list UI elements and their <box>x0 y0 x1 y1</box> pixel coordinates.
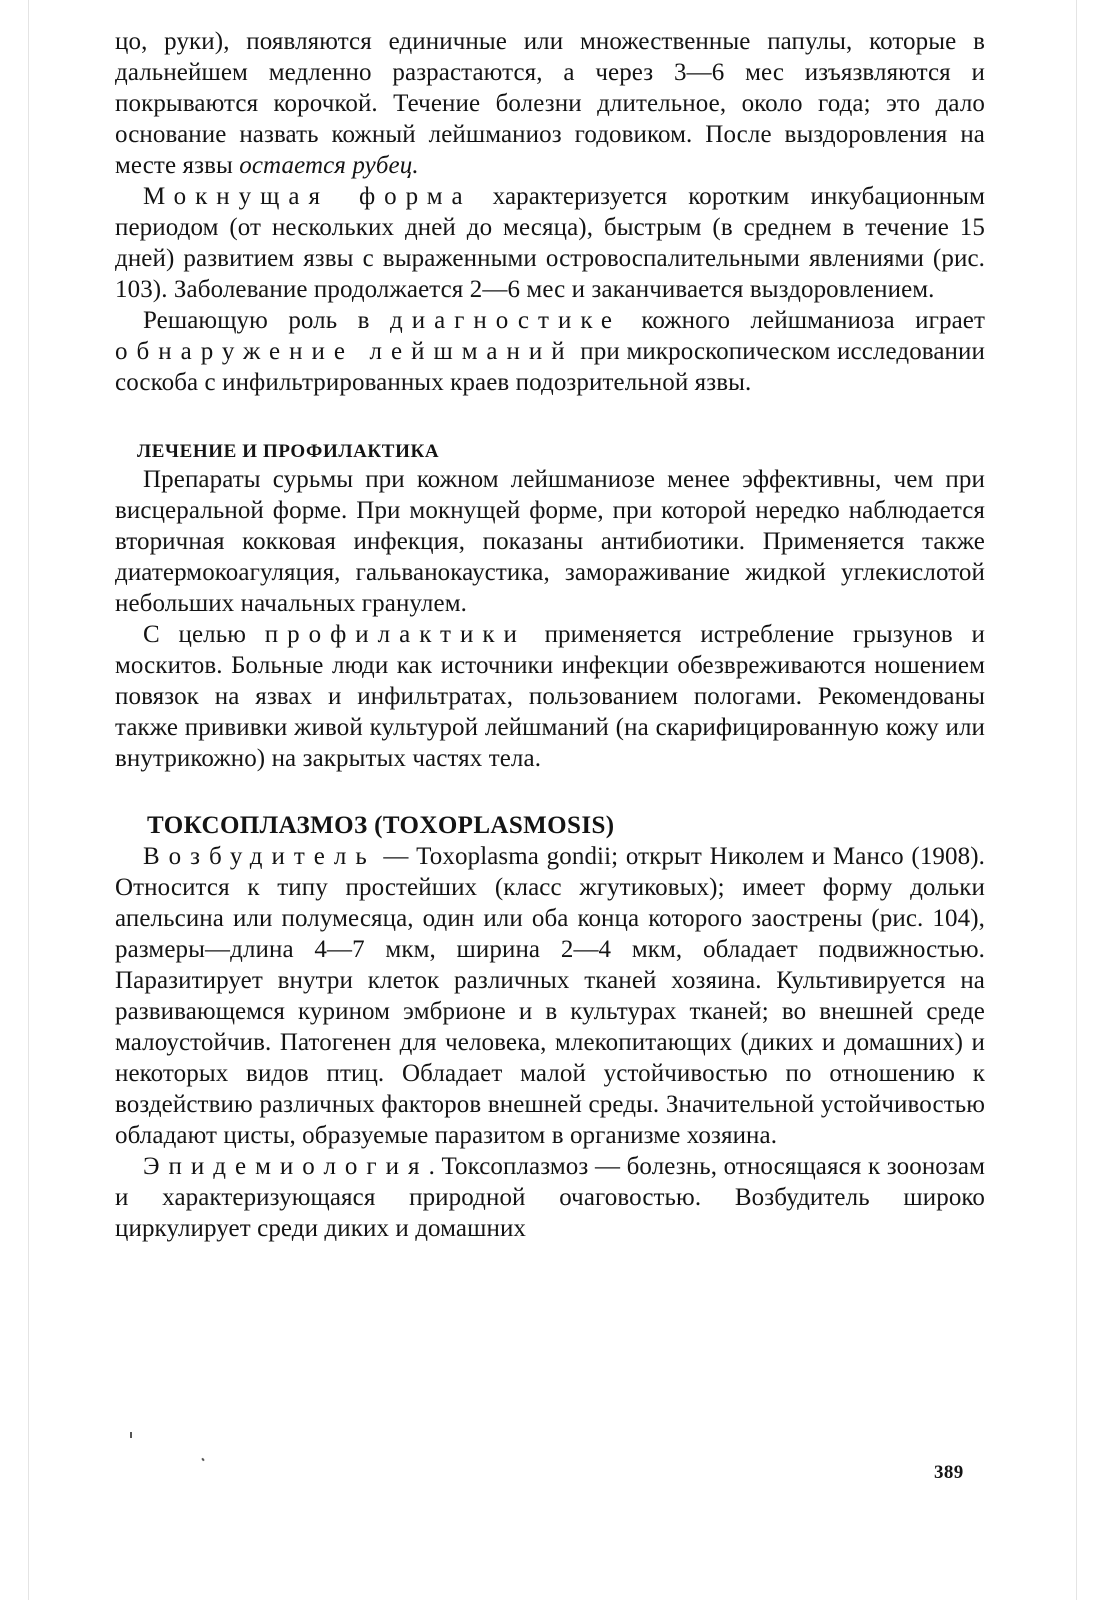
text-run: применяется истребление грызунов и москитов. Больные люди как источники инфекции обезвреживаются ношением повязок на язвах и инфильтратах, пользованием пологами. Рекомендованы также прививки живой культурой лейшманий (на скарифицированную кожу или внутрикожно) на закрытых частях тела. <box>115 621 985 772</box>
spaced-term: обнаружение лейшманий <box>115 338 574 365</box>
text-run: цо, руки), появляются единичные или множественные папулы, которые в дальнейшем медленно разрастаются, а через 3—6 мес изъязвляются и покрываются корочкой. Течение болезни длительное, около года; это дало основание назвать кожный лейшманиоз годовиком. После выздоровления на месте язвы <box>115 28 985 179</box>
leishmaniasis-clinical-text <box>115 26 985 398</box>
page-edge-left <box>28 0 29 1600</box>
text-run: при микроскопическом исследовании соскоба с инфильтрированных краев подозрительной язвы. <box>115 338 985 396</box>
text-run: Решающую роль в <box>143 307 390 334</box>
body-paragraph <box>115 841 985 1151</box>
spaced-term: Эпидемиология <box>143 1153 429 1180</box>
text-run: . Токсоплазмоз — болезнь, относящаяся к зоонозам и характеризующаяся природной очаговостью. Возбудитель широко циркулирует среди диких и домашних <box>115 1153 985 1242</box>
text-run: Препараты сурьмы при кожном лейшманиозе менее эффективны, чем при висцеральной форме. При мокнущей форме, при которой нередко наблюдается вторичная кокковая инфекция, показаны антибиотики. Применяется также диатермокоагуляция, гальванокаустика, замораживание жидкой углекислотой небольших начальных гранулем. <box>115 466 985 617</box>
spaced-term: Мокнущая форма <box>143 183 472 210</box>
italic-text-run: остается рубец. <box>239 152 419 179</box>
section-title: ТОКСОПЛАЗМОЗ (TOXOPLASMOSIS) <box>147 812 615 839</box>
treatment-text <box>115 464 985 774</box>
body-paragraph <box>115 464 985 619</box>
spaced-term: профилактики <box>264 621 526 648</box>
page-number: 389 <box>934 1462 964 1483</box>
body-paragraph <box>115 1151 985 1244</box>
print-speck <box>130 1432 132 1438</box>
toxoplasmosis-text <box>115 841 985 1244</box>
page-edge-right <box>1076 0 1077 1600</box>
body-paragraph <box>115 619 985 774</box>
spaced-term: Возбудитель <box>143 843 376 870</box>
print-speck <box>201 1458 204 1462</box>
text-run: — Toxoplasma gondii; открыт Николем и Мансо (1908). Относится к типу простейших (класс жгутиковых); имеет форму дольки апельсина или полумесяца, один или оба конца которого заострены (рис. 104), размеры—длина 4—7 мкм, ширина 2—4 мкм, обладает подвижностью. Паразитирует внутри клеток различных тканей хозяина. Культивируется на развивающемся курином эмбрионе и в культурах тканей; во внешней среде малоустойчив. Патогенен для человека, млекопитающих (диких и домашних) и некоторых видов птиц. Обладает малой устойчивостью по отношению к воздействию различных факторов внешней среды. Значительной устойчивостью обладают цисты, образуемые паразитом в организме хозяина. <box>115 843 985 1149</box>
subsection-heading: ЛЕЧЕНИЕ И ПРОФИЛАКТИКА <box>137 441 440 462</box>
body-paragraph <box>115 181 985 305</box>
text-run: характеризуется коротким инкубационным периодом (от нескольких дней до месяца), быстрым (в среднем в течение 15 дней) развитием язвы с выраженными островоспалительными явлениями (рис. 103). Заболевание продолжается 2—6 мес и заканчивается выздоровлением. <box>115 183 985 303</box>
text-column <box>115 26 985 1244</box>
spaced-term: диагностике <box>389 307 621 334</box>
body-paragraph <box>115 305 985 398</box>
text-run: кожного лейшманиоза играет <box>620 307 985 334</box>
text-run: С целью <box>143 621 265 648</box>
body-paragraph <box>115 26 985 181</box>
